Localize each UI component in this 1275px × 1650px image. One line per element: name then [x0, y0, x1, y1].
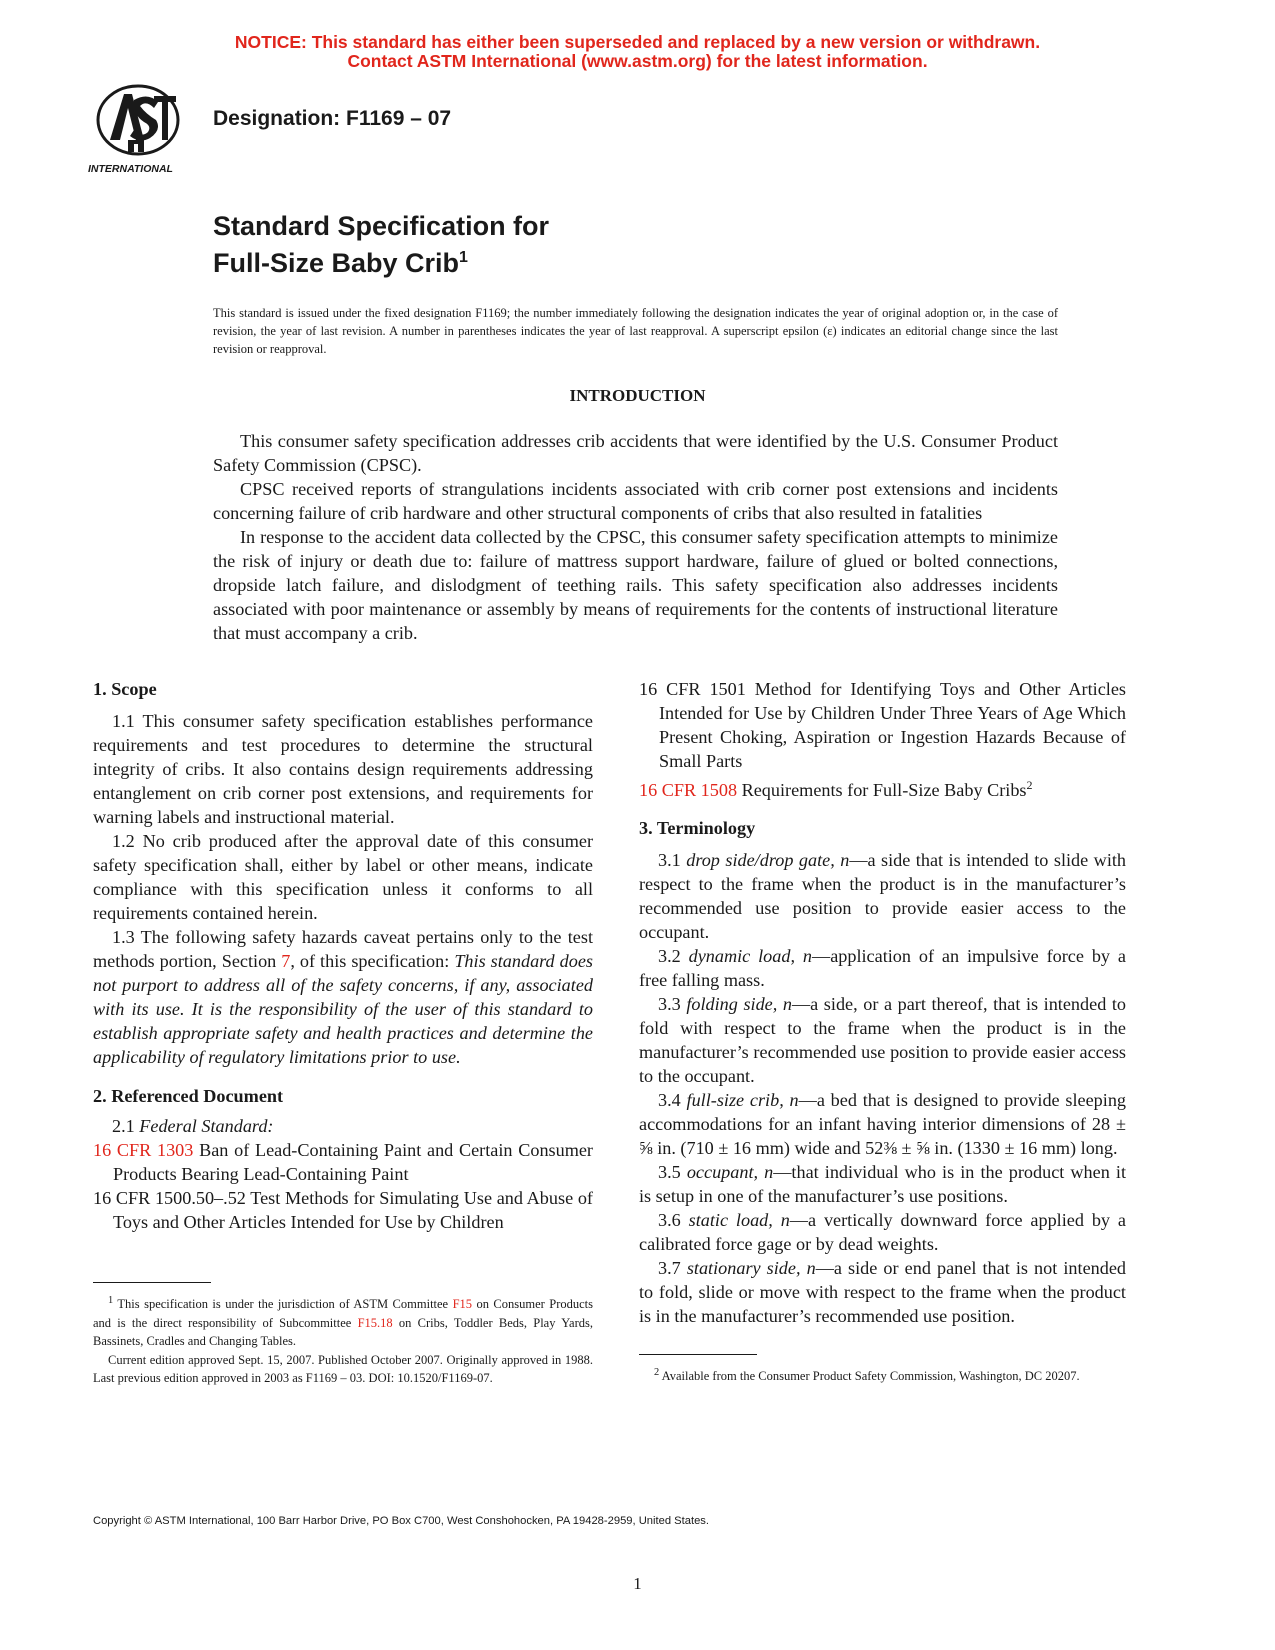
copyright-line: Copyright © ASTM International, 100 Barr Harbor Drive, PO Box C700, West Conshohocken, PA 19428-2959, United States.	[93, 1515, 709, 1527]
intro-paragraph: In response to the accident data collected by the CPSC, this consumer safety specification attempts to minimize the risk of injury or death due to: failure of mattress support hardware, failure of glued or bolted connections, dropside latch failure, and dislodgment of teething rails. This safety specification also addresses incidents associated with poor maintenance or assembly by means of requirements for the contents of instructional literature that must accompany a crib.	[213, 527, 1058, 643]
left-column	[93, 677, 593, 1234]
scope-1-2: 1.2 No crib produced after the approval date of this consumer safety specification shall, either by label or other means, indicate compliance with this specification unless it conforms to all requirements contained herein.	[93, 831, 593, 923]
term-definition: 3.5 occupant, n—that individual who is in the product when it is setup in one of the manufacturer’s use positions.	[639, 1162, 1127, 1207]
page-number: 1	[633, 1574, 642, 1593]
logo-text: INTERNATIONAL	[88, 163, 173, 175]
federal-standard-label: 2.1 Federal Standard:	[112, 1116, 274, 1136]
section-7-link[interactable]: 7	[281, 951, 291, 971]
term-definition: 3.4 full-size crib, n—a bed that is designed to provide sleeping accommodations for an infant having interior dimensions of 28 ± ⅝ in. (710 ± 16 mm) wide and 52⅜ ± ⅝ in. (1330 ± 16 mm) long.	[639, 1090, 1127, 1159]
term-definition: 3.1 drop side/drop gate, n—a side that is intended to slide with respect to the frame when the product is in the manufacturer’s recommended use position to provide easier access to the occupant.	[639, 850, 1127, 943]
issued-note: This standard is issued under the fixed designation F1169; the number immediately following the designation indicates the year of original adoption or, in the case of revision, the year of last revision. A number in parentheses indicates the year of last reapproval. A superscript epsilon (ε) indicates an editorial change since the last revision or reapproval.	[213, 306, 1058, 356]
designation: Designation: F1169 – 07	[213, 107, 452, 130]
intro-paragraph: CPSC received reports of strangulations incidents associated with crib corner post extensions and incidents concerning failure of crib hardware and other structural components of cribs that also resulted in fatalities	[213, 479, 1058, 523]
edition-note: Current edition approved Sept. 15, 2007. Published October 2007. Originally approved in 1988. Last previous edition approved in 2003 as F1169 – 03. DOI: 10.1520/F1169-07.	[93, 1352, 593, 1386]
introduction-heading: INTRODUCTION	[569, 386, 706, 405]
title-line-2: Full-Size Baby Crib	[213, 248, 460, 278]
right-column	[639, 677, 1126, 1328]
document-title	[213, 210, 549, 279]
scope-1-3: 1.3 The following safety hazards caveat pertains only to the test methods portion, Section 7, of this specification: This standard does not purport to address all of the safety concerns, if any, associated with its use. It is the responsibility of the user of this standard to establish appropriate safety and health practices and determine the applicability of regulatory limitations prior to use.	[93, 927, 593, 1067]
safety-caveat: This standard does not purport to address all of the safety concerns, if any, associated with its use. It is the responsibility of the user of this standard to establish appropriate safety and health practices and determine the applicability of regulatory limitations prior to use.	[93, 951, 593, 1067]
astm-emblem-icon	[88, 80, 198, 180]
notice-line-1: NOTICE: This standard has either been superseded and replaced by a new version or withdrawn.	[234, 32, 1041, 52]
section-heading-scope: 1. Scope	[93, 679, 157, 699]
title-footnote-marker: 1	[459, 249, 468, 266]
footnote-divider	[93, 1282, 211, 1283]
introduction-body	[213, 429, 1058, 645]
cfr-1508-link[interactable]: 16 CFR 1508	[639, 780, 738, 801]
title-line-1: Standard Specification for	[213, 211, 550, 241]
section-heading-terminology: 3. Terminology	[639, 818, 756, 839]
footnote-1: $^1$ This specification is under the jurisdiction of ASTM Committee F15 on Consumer Products and is the direct responsibility of Subcommittee F15.18 on Cribs, Toddler Beds, Play Yards, Bassinets, Cradles and Changing Tables. Current edition approved Sept. 15, 2007. Published October 2007. Originally approved in 1988. Last previous edition approved in 2003 as F1169 – 03. DOI: 10.1520/F1169-07.	[93, 1292, 593, 1388]
astm-logo	[88, 80, 198, 180]
term-definition: 3.7 stationary side, n—a side or end panel that is not intended to fold, slide or move with respect to the frame when the product is in the manufacturer’s recommended use position.	[639, 1258, 1127, 1327]
scope-1-1: 1.1 This consumer safety specification establishes performance requirements and test procedures to determine the structural integrity of cribs. It also contains design requirements addressing entanglement on crib corner post extensions, and requirements for warning labels and instructional material.	[93, 711, 593, 827]
reference-item: 16 CFR 1501 Method for Identifying Toys and Other Articles Intended for Use by Children Under Three Years of Age Which Present Choking, Aspiration or Ingestion Hazards Because of Small Parts	[639, 679, 1126, 771]
term-definition: 3.2 dynamic load, n—application of an impulsive force by a free falling mass.	[639, 946, 1126, 991]
reference-item: 16 CFR 1508 Requirements for Full-Size Baby Cribs$^2$	[639, 778, 1033, 801]
committee-f15-link[interactable]: F15	[452, 1297, 473, 1312]
terminology-list	[639, 848, 1126, 1328]
intro-paragraph: This consumer safety specification addresses crib accidents that were identified by the U.S. Consumer Product Safety Commission (CPSC).	[213, 431, 1058, 475]
subcommittee-f15-18-link[interactable]: F15.18	[357, 1315, 393, 1330]
footnote-2: $^2$ Available from the Consumer Product Safety Commission, Washington, DC 20207.	[654, 1367, 1080, 1384]
reference-item: 16 CFR 1500.50–.52 Test Methods for Simulating Use and Abuse of Toys and Other Articles Intended for Use by Children	[93, 1188, 593, 1232]
term-definition: 3.3 folding side, n—a side, or a part thereof, that is intended to fold with respect to the frame when the product is in the manufacturer’s recommended use position to provide easier access to the occupant.	[639, 994, 1127, 1087]
section-heading-referenced: 2. Referenced Document	[93, 1086, 284, 1106]
cfr-1303-link[interactable]: 16 CFR 1303	[93, 1140, 194, 1160]
term-definition: 3.6 static load, n—a vertically downward force applied by a calibrated force gage or by dead weights.	[639, 1210, 1126, 1255]
notice-line-2: Contact ASTM International (www.astm.org) for the latest information.	[347, 51, 928, 71]
reference-item: 16 CFR 1303 Ban of Lead-Containing Paint and Certain Consumer Products Bearing Lead-Containing Paint	[93, 1140, 593, 1184]
withdrawal-notice	[0, 33, 1275, 71]
footnote-divider	[639, 1354, 757, 1355]
